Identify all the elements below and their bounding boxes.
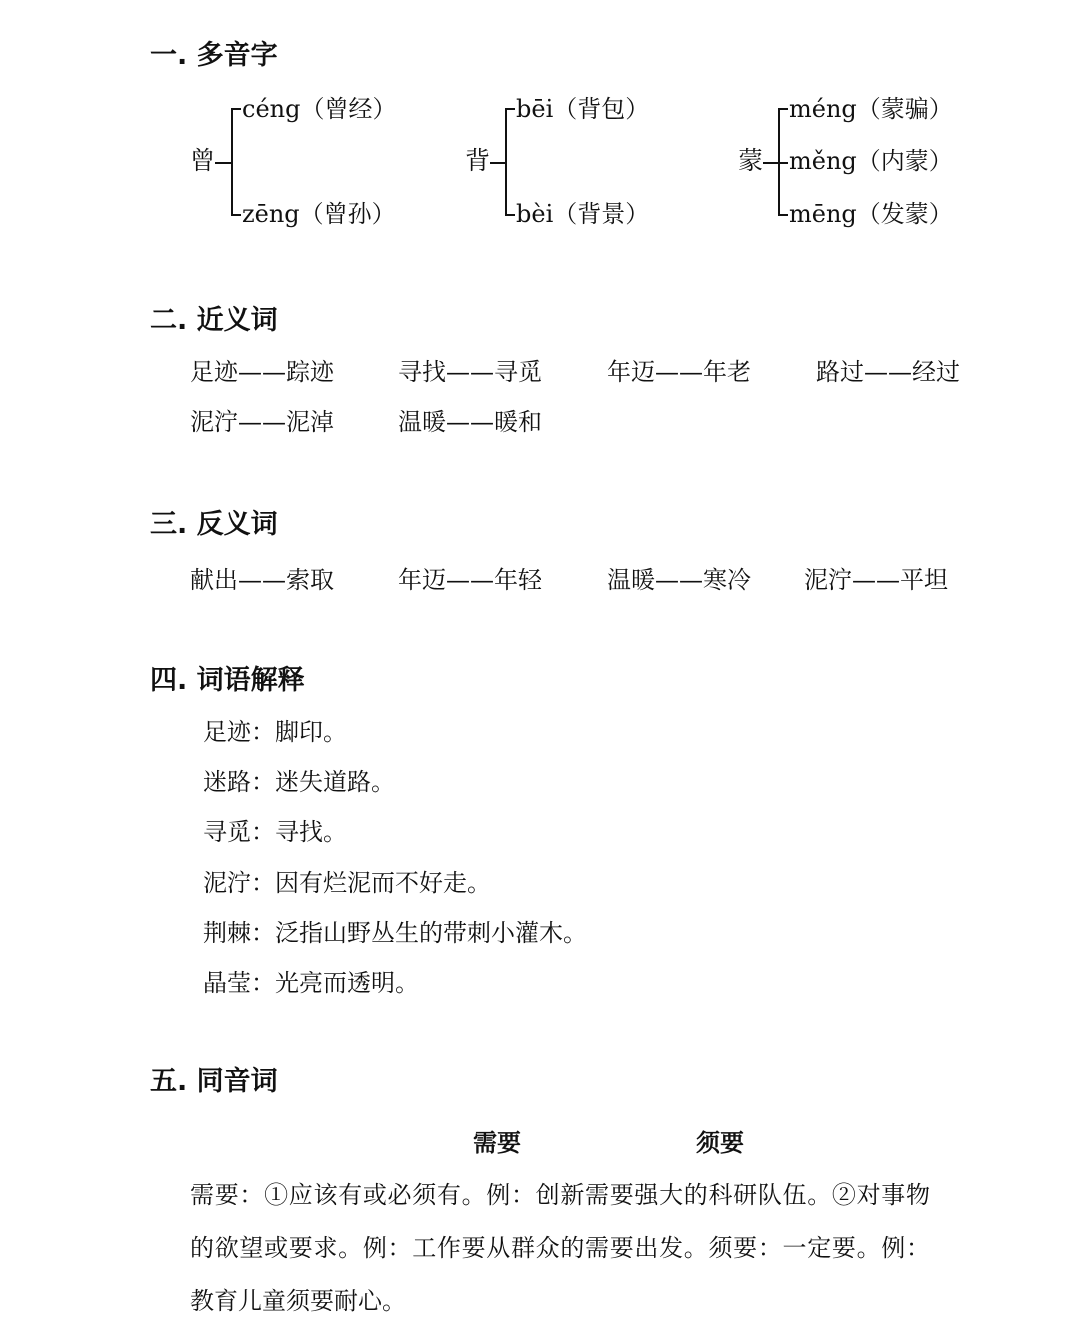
section-heading-antonyms: 三. 反义词: [150, 509, 278, 540]
homophone-explanation: 需要：①应该有或必须有。例：创新需要强大的科研队伍。②对事物的欲望或要求。例：工作要从群众的需要出发。须要：一定要。例：教育儿童须要耐心。: [190, 1181, 930, 1315]
definition-item: 泥泞：因有烂泥而不好走。: [203, 869, 491, 897]
polyphone-reading: zēng（曾孙）: [242, 200, 396, 228]
antonym-pair: 泥泞——平坦: [804, 566, 948, 594]
definition-item: 足迹：脚印。: [203, 718, 347, 746]
polyphone-reading: méng（蒙骗）: [789, 95, 953, 123]
polyphone-reading: céng（曾经）: [242, 95, 397, 123]
section-heading-synonyms: 二. 近义词: [150, 305, 278, 336]
section-heading-polyphone: 一. 多音字: [150, 40, 278, 71]
antonym-pair: 献出——索取: [190, 566, 334, 594]
definition-item: 迷路：迷失道路。: [203, 768, 395, 796]
brace-stem: [763, 162, 778, 164]
section-heading-definitions: 四. 词语解释: [150, 665, 305, 696]
section-heading-homophones: 五. 同音词: [150, 1066, 278, 1097]
brace-stem: [490, 162, 505, 164]
brace-tick: [505, 108, 515, 110]
definition-item: 寻觅：寻找。: [203, 818, 347, 846]
antonym-pair: 年迈——年轻: [398, 566, 542, 594]
brace-tick: [778, 162, 788, 164]
brace-stem: [215, 162, 231, 164]
brace-tick: [231, 108, 241, 110]
synonym-pair: 路过——经过: [816, 358, 960, 386]
brace-spine: [231, 108, 233, 216]
synonym-pair: 足迹——踪迹: [190, 358, 334, 386]
synonym-pair: 泥泞——泥淖: [190, 408, 334, 436]
synonym-pair: 年迈——年老: [607, 358, 751, 386]
polyphone-char: 蒙: [738, 146, 764, 175]
polyphone-char: 曾: [190, 146, 216, 175]
synonym-pair: 寻找——寻觅: [398, 358, 542, 386]
homophone-word: 须要: [696, 1129, 744, 1157]
definition-item: 荆棘：泛指山野丛生的带刺小灌木。: [203, 919, 587, 947]
antonym-pair: 温暖——寒冷: [607, 566, 751, 594]
brace-spine: [505, 108, 507, 216]
synonym-pair: 温暖——暖和: [398, 408, 542, 436]
definition-item: 晶莹：光亮而透明。: [203, 969, 419, 997]
brace-tick: [505, 214, 515, 216]
polyphone-reading: měng（内蒙）: [789, 147, 953, 175]
polyphone-char: 背: [465, 146, 491, 175]
polyphone-reading: bèi（背景）: [516, 200, 650, 228]
polyphone-reading: mēng（发蒙）: [789, 200, 953, 228]
brace-tick: [778, 108, 788, 110]
brace-tick: [778, 214, 788, 216]
brace-tick: [231, 214, 241, 216]
homophone-word: 需要: [473, 1129, 521, 1157]
polyphone-reading: bēi（背包）: [516, 95, 650, 123]
